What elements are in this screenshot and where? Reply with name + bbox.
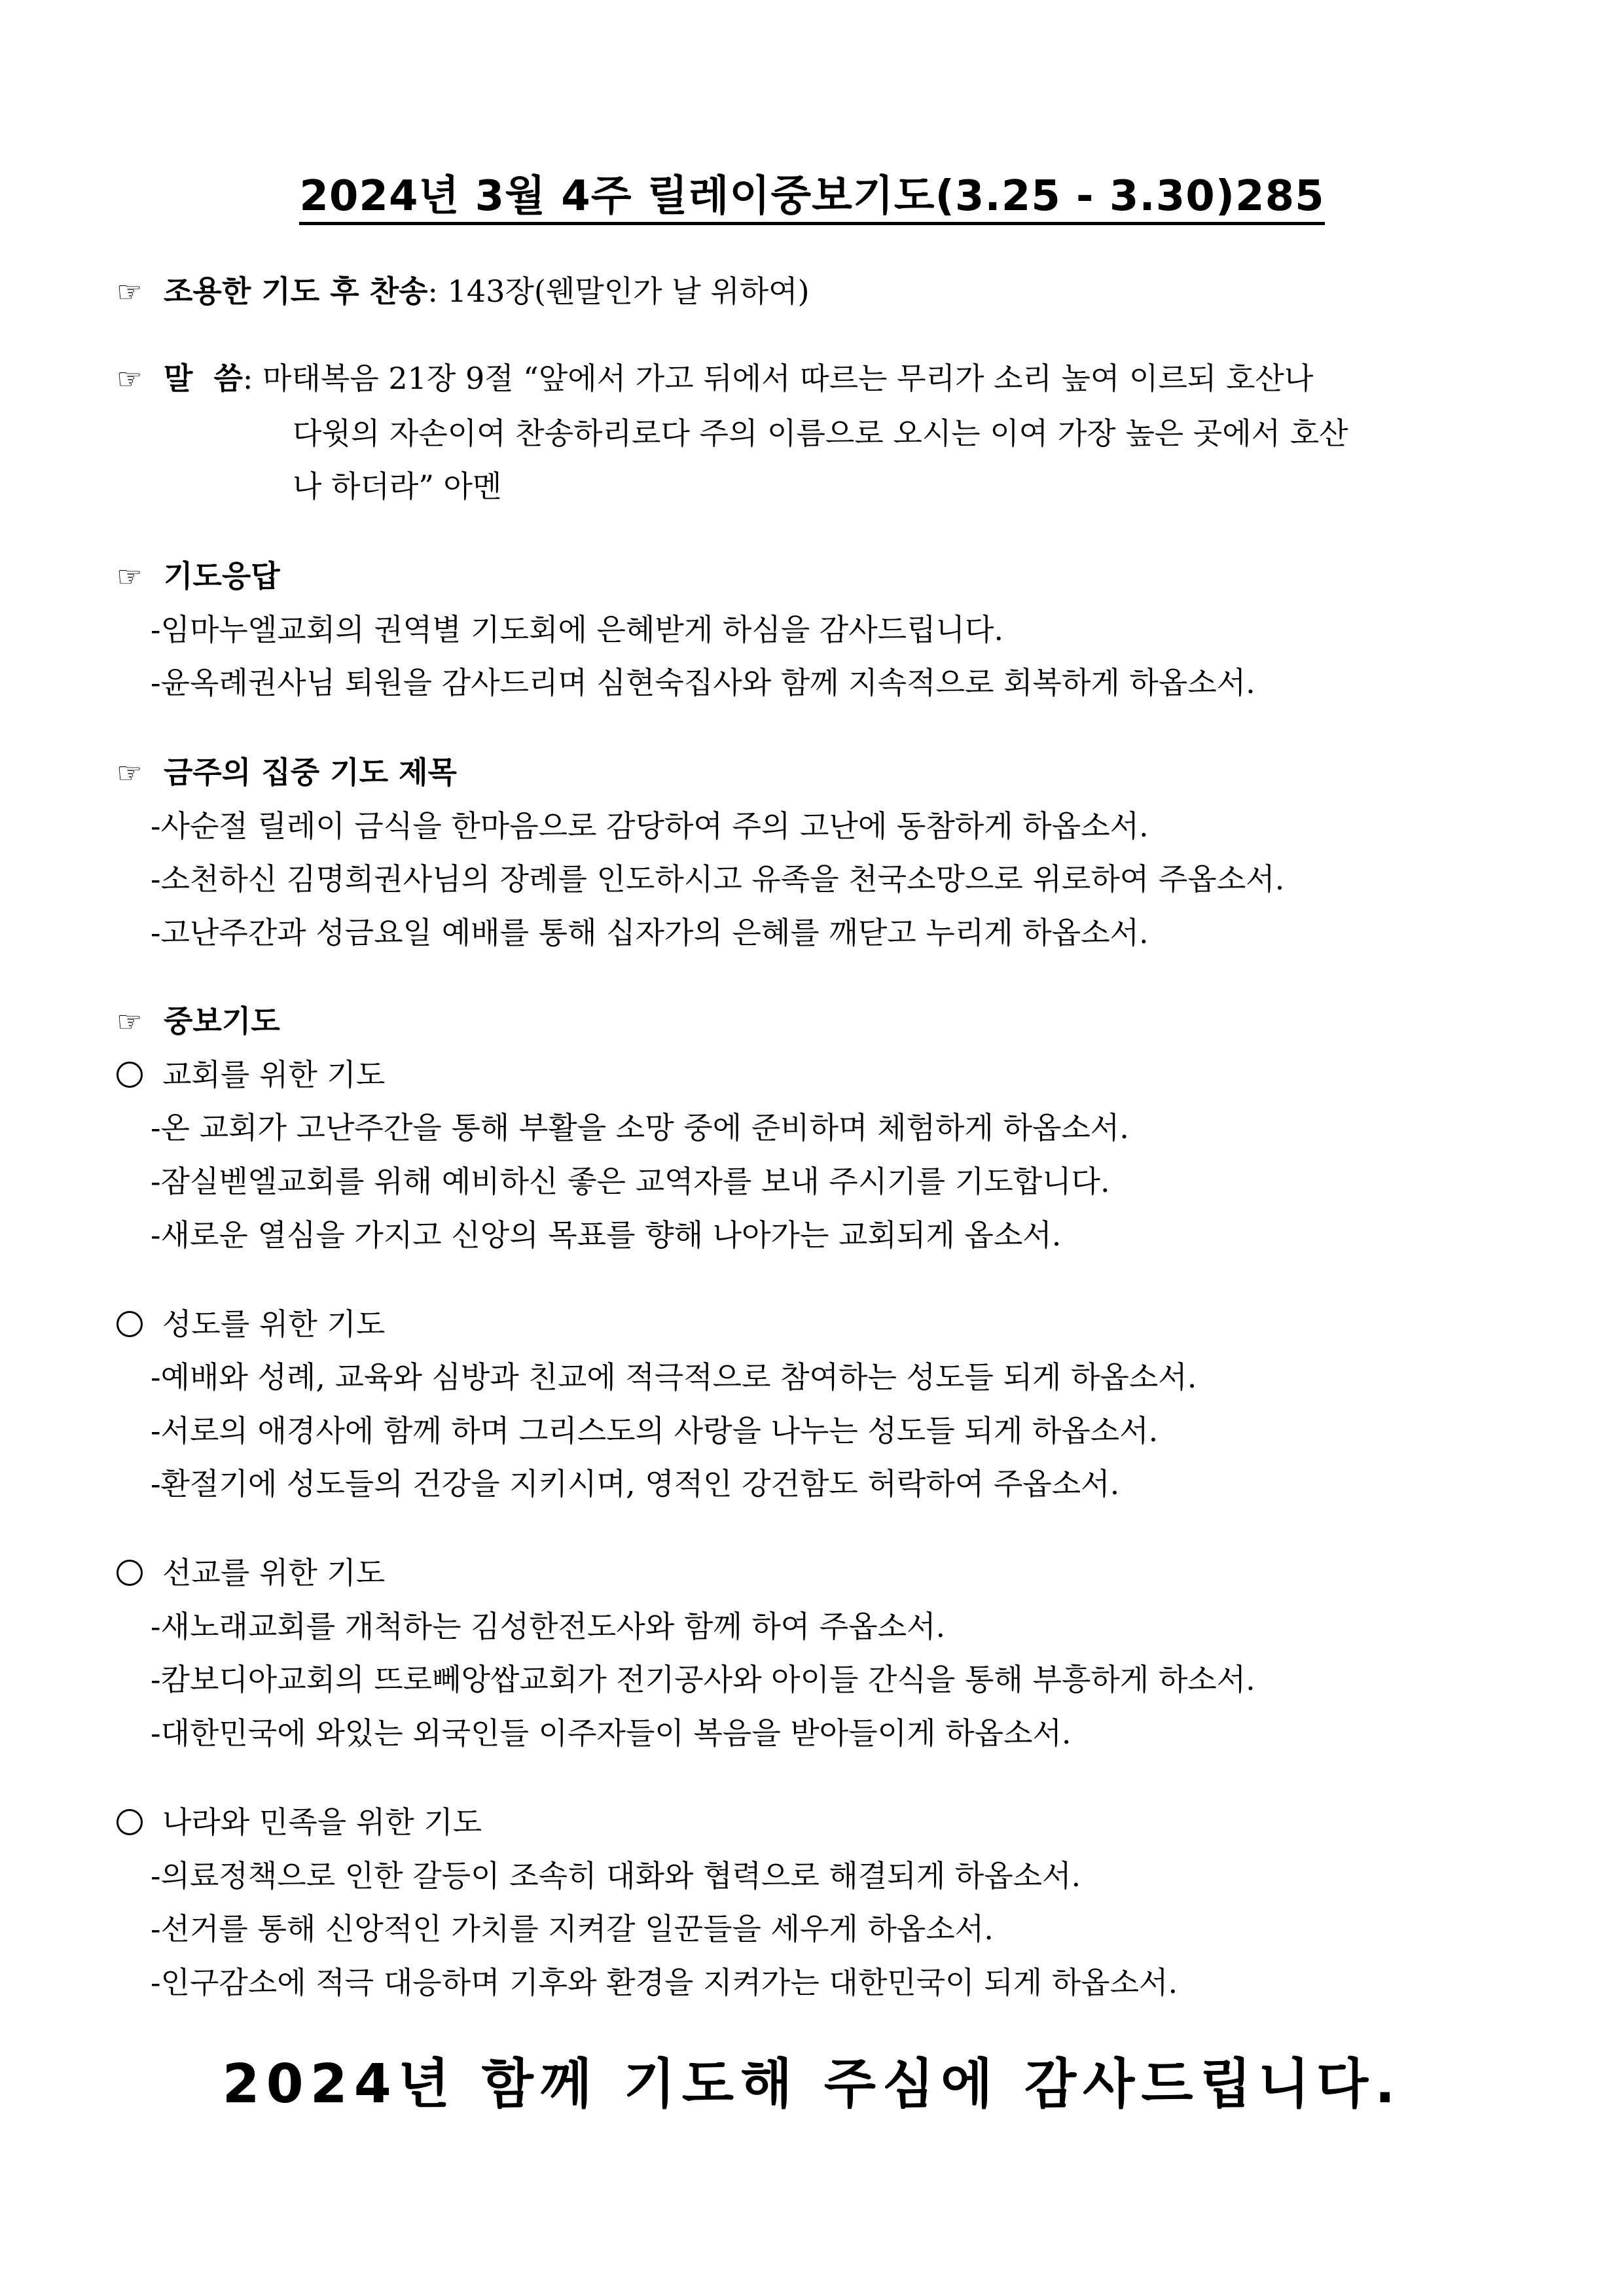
nation-item: -선거를 통해 신앙적인 가치를 지켜갈 일꾼들을 세우게 하옵소서. [151, 1911, 994, 1946]
focus-item: -사순절 릴레이 금식을 한마음으로 감당하여 주의 고난에 동참하게 하옵소서. [151, 808, 1149, 844]
saints-item: -예배와 성례, 교육와 심방과 친교에 적극적으로 참여하는 성도들 되게 하옵소서. [151, 1359, 1197, 1395]
mission-item: -새노래교회를 개척하는 김성한전도사와 함께 하여 주옵소서. [151, 1609, 946, 1644]
focus-heading [117, 753, 457, 793]
church-item: -온 교회가 고난주간을 통해 부활을 소망 중에 준비하며 체험하게 하옵소서. [151, 1110, 1129, 1145]
group-heading-church [117, 1055, 385, 1094]
word-text-line-1: : 마태복음 21장 9절 “앞에서 가고 뒤에서 따르는 무리가 소리 높여 이르되 호산나 [242, 361, 1314, 396]
focus-item: -고난주간과 성금요일 예배를 통해 십자가의 은혜를 깨닫고 누리게 하옵소서. [151, 915, 1149, 950]
intercession-label: 중보기도 [164, 1003, 280, 1039]
mission-item: -대한민국에 와있는 외국인들 이주자들이 복음을 받아들이게 하옵소서. [151, 1715, 1072, 1751]
answers-item: -윤옥례권사님 퇴원을 감사드리며 심현숙집사와 함께 지속적으로 회복하게 하옵소서. [151, 665, 1255, 700]
saints-item: -환절기에 성도들의 건강을 지키시며, 영적인 강건함도 허락하여 주옵소서. [151, 1466, 1120, 1501]
saints-item: -서로의 애경사에 함께 하며 그리스도의 사랑을 나누는 성도들 되게 하옵소서. [151, 1413, 1159, 1448]
circle-icon [117, 1062, 143, 1088]
church-item: -새로운 열심을 가지고 신앙의 목표를 향해 나아가는 교회되게 옵소서. [151, 1217, 1062, 1253]
pointing-hand-icon: ☞ [117, 363, 143, 396]
group-label: 선교를 위한 기도 [162, 1555, 386, 1590]
mission-item: -캄보디아교회의 뜨로뻬앙쌉교회가 전기공사와 아이들 간식을 통해 부흥하게 하소서. [151, 1662, 1255, 1697]
group-heading-nation [117, 1803, 482, 1842]
word-line [117, 359, 1313, 399]
word-text-line-3: 나 하더라” 아멘 [293, 469, 502, 504]
document-title [0, 167, 1624, 226]
group-heading-saints [117, 1304, 385, 1344]
group-heading-mission [117, 1553, 385, 1592]
pointing-hand-icon: ☞ [117, 1005, 143, 1039]
pointing-hand-icon: ☞ [117, 276, 143, 309]
group-label: 성도를 위한 기도 [162, 1306, 386, 1342]
answers-label: 기도응답 [164, 558, 280, 594]
answers-heading [117, 556, 280, 597]
hymn-text: : 143장(웬말인가 날 위하여) [427, 274, 810, 309]
document-title-text: 2024년 3월 4주 릴레이중보기도(3.25 - 3.30)285 [299, 172, 1324, 225]
pointing-hand-icon: ☞ [117, 757, 143, 790]
closing-message: 2024년 함께 기도해 주심에 감사드립니다. [222, 2053, 1402, 2115]
focus-label: 금주의 집중 기도 제목 [164, 755, 457, 790]
intercession-heading [117, 1001, 280, 1042]
hymn-label: 조용한 기도 후 찬송 [164, 274, 428, 309]
word-label: 말 씀 [164, 361, 243, 396]
answers-item: -임마누엘교회의 권역별 기도회에 은혜받게 하심을 감사드립니다. [151, 612, 1004, 647]
circle-icon [117, 1560, 143, 1586]
nation-item: -의료정책으로 인한 갈등이 조속히 대화와 협력으로 해결되게 하옵소서. [151, 1858, 1081, 1893]
nation-item: -인구감소에 적극 대응하며 기후와 환경을 지켜가는 대한민국이 되게 하옵소서. [151, 1965, 1178, 2000]
church-item: -잠실벧엘교회를 위해 예비하신 좋은 교역자를 보내 주시기를 기도합니다. [151, 1164, 1110, 1199]
group-label: 교회를 위한 기도 [162, 1057, 386, 1092]
focus-item: -소천하신 김명희권사님의 장례를 인도하시고 유족을 천국소망으로 위로하여 주옵소서. [151, 861, 1285, 897]
pointing-hand-icon: ☞ [117, 560, 143, 594]
circle-icon [117, 1311, 143, 1337]
hymn-line [117, 272, 810, 312]
word-text-line-2: 다윗의 자손이여 찬송하리로다 주의 이름으로 오시는 이여 가장 높은 곳에서 호산 [293, 416, 1348, 451]
group-label: 나라와 민족을 위한 기도 [162, 1804, 482, 1840]
circle-icon [117, 1809, 143, 1835]
